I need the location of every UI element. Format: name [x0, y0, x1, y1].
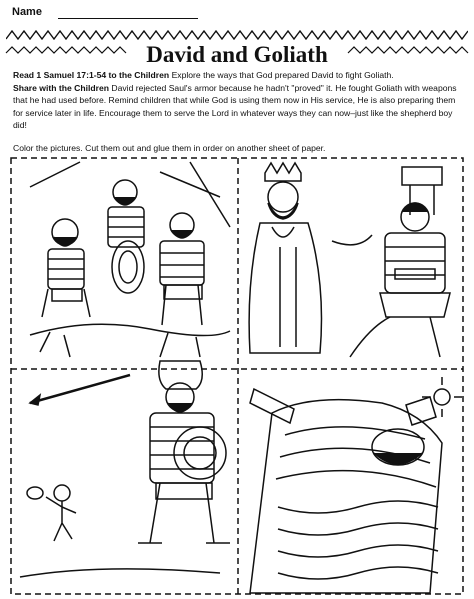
king-saul-illustration	[249, 163, 450, 357]
fallen-giant-illustration	[250, 377, 462, 593]
intro-lead-text: Explore the ways that God prepared David to fight Goliath.	[171, 70, 394, 80]
picture-grid	[10, 157, 464, 595]
soldiers-illustration	[30, 162, 230, 357]
intro-paragraph	[13, 69, 465, 132]
name-label: Name	[12, 6, 42, 18]
name-line	[58, 18, 198, 19]
intro-share-heading: Share with the Children	[13, 82, 109, 93]
picture-grid-art	[10, 157, 464, 595]
page-title: David and Goliath	[146, 42, 328, 67]
intro-share-text: David rejected Saul's armor because he hadn't "proved" it. He fought Goliath with weapons that he had used before. Remind children that while God is using them now in His service, He is also preparing them for service later in life. Encourage them to serve the Lord in whatever ways they can now–just like the shepherd boy did!	[13, 82, 457, 131]
instructions-text: Color the pictures. Cut them out and glue them in order on another sheet of paper.	[13, 143, 326, 153]
goliath-spear-illustration	[20, 361, 230, 577]
intro-lead-heading: Read 1 Samuel 17:1-54 to the Children	[13, 70, 170, 80]
